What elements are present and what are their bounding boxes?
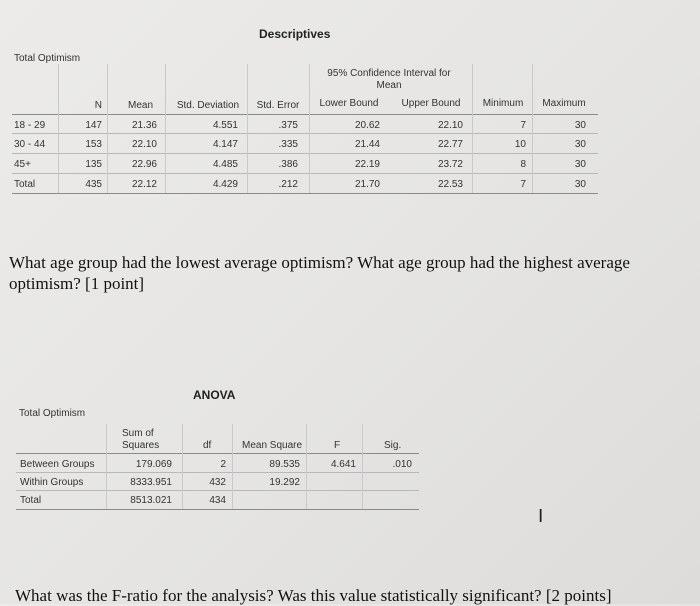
anova-row-label: Total [20,495,42,506]
descriptives-title: Descriptives [259,27,331,41]
cell-minimum: 7 [520,179,526,190]
cell-sig: .010 [392,459,412,470]
col-header-std-deviation: Std. Deviation [176,100,240,111]
col-header-lower-bound: Lower Bound [319,98,379,109]
cell-n: 135 [85,159,102,170]
cell-lower-bound: 20.62 [354,120,380,131]
cell-upper-bound: 22.10 [437,120,463,131]
column-separator [182,424,183,509]
col-header-maximum: Maximum [542,98,586,109]
cell-std-deviation: 4.429 [212,179,238,190]
cell-mean-square: 19.292 [269,477,300,488]
anova-row-label: Between Groups [20,459,95,470]
cell-sum-of-squares: 179.069 [135,459,172,470]
anova-bottom-border [16,509,419,510]
cell-df: 432 [209,477,226,488]
anova-header-divider [16,453,419,454]
row-group-label: 18 - 29 [14,120,46,131]
col-header-sig: Sig. [384,440,402,451]
col-header-f: F [334,440,341,451]
cell-upper-bound: 23.72 [437,159,463,170]
question-1: What age group had the lowest average optimism? What age group had the highest average optimism? [1 point] [9,253,630,293]
question-2: What was the F-ratio for the analysis? Was this value statistically significant? [2 points] [15,586,612,605]
cell-n: 153 [85,139,102,150]
cell-std-error: .386 [278,159,298,170]
row-divider [12,173,598,174]
column-separator [165,64,166,193]
ci-header-2: Mean [376,80,402,91]
cell-f: 4.641 [330,459,356,470]
cell-n: 435 [85,179,102,190]
col-header-mean: Mean [127,100,153,111]
row-group-label: Total [14,179,36,190]
anova-title: ANOVA [193,388,236,402]
row-divider [16,472,419,473]
col-header-std-error: Std. Error [256,100,300,111]
cell-upper-bound: 22.53 [437,179,463,190]
descriptives-header-divider [12,114,598,115]
col-header-squares: Squares [122,440,160,451]
col-header-n: N [94,100,102,111]
col-header-minimum: Minimum [482,98,524,109]
column-separator [309,64,310,193]
cell-std-deviation: 4.551 [212,120,238,131]
row-divider [12,153,598,154]
cell-minimum: 10 [514,139,526,150]
column-separator [232,424,233,509]
descriptives-table-label: Total Optimism [14,53,81,64]
row-group-label: 30 - 44 [14,139,46,150]
row-group-label: 45+ [14,159,31,170]
cell-minimum: 8 [520,159,526,170]
cell-df: 2 [220,459,226,470]
cell-lower-bound: 21.70 [354,179,380,190]
column-separator [306,424,307,509]
cell-lower-bound: 21.44 [354,139,380,150]
cell-std-error: .335 [278,139,298,150]
cell-mean-square: 89.535 [269,459,300,470]
col-header-upper-bound: Upper Bound [401,98,461,109]
row-divider [16,490,419,491]
cell-mean: 22.10 [131,139,157,150]
column-separator [532,64,533,193]
col-header-sum-of: Sum of [122,428,154,439]
anova-row-label: Within Groups [20,477,84,488]
cell-sum-of-squares: 8513.021 [130,495,172,506]
cell-maximum: 30 [574,120,586,131]
cell-maximum: 30 [574,179,586,190]
cell-lower-bound: 22.19 [354,159,380,170]
column-separator [106,424,107,509]
cell-n: 147 [85,120,102,131]
cell-upper-bound: 22.77 [437,139,463,150]
cell-mean: 21.36 [131,120,157,131]
anova-table-label: Total Optimism [19,408,86,419]
cell-maximum: 30 [574,159,586,170]
cell-std-error: .212 [278,179,298,190]
column-separator [247,64,248,193]
cell-mean: 22.12 [131,179,157,190]
descriptives-bottom-border [12,193,598,194]
cell-std-deviation: 4.147 [212,139,238,150]
cell-std-error: .375 [278,120,298,131]
column-separator [107,64,108,193]
column-separator [472,64,473,193]
cell-sum-of-squares: 8333.951 [130,477,172,488]
col-header-mean-square: Mean Square [242,440,303,451]
cell-minimum: 7 [520,120,526,131]
cell-mean: 22.96 [131,159,157,170]
column-separator [362,424,363,509]
column-separator [58,64,59,193]
cell-df: 434 [209,495,226,506]
ci-header: 95% Confidence Interval for [327,68,451,79]
col-header-df: df [203,440,212,451]
row-divider [12,133,598,134]
cell-std-deviation: 4.485 [212,159,238,170]
text-cursor-icon: I [538,506,544,527]
cell-maximum: 30 [574,139,586,150]
